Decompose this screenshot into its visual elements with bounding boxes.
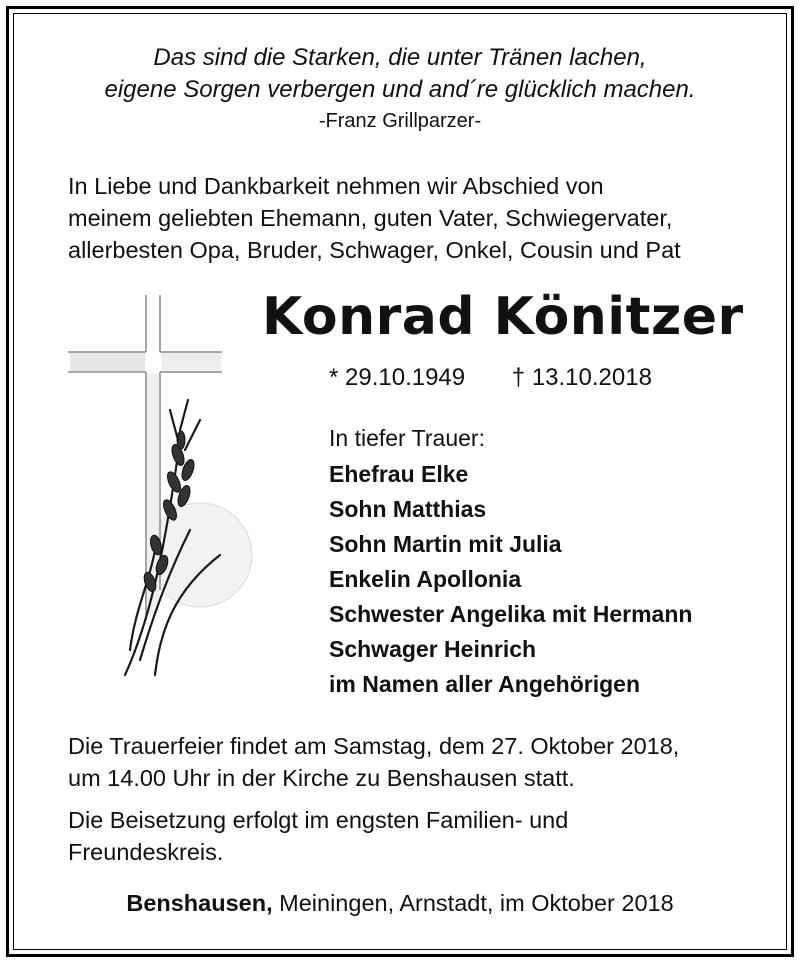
footer-place-rest: Meiningen, Arnstadt, im Oktober 2018 bbox=[272, 890, 674, 916]
mourner-item: Sohn Martin mit Julia bbox=[329, 531, 562, 557]
intro-line-3: allerbesten Opa, Bruder, Schwager, Onkel, Cousin und Pat bbox=[68, 237, 681, 263]
poem-quote bbox=[0, 42, 800, 136]
burial-text bbox=[68, 804, 768, 868]
life-dates bbox=[329, 364, 652, 392]
mourner-item: Ehefrau Elke bbox=[329, 461, 469, 487]
quote-author: -Franz Grillparzer- bbox=[318, 110, 482, 132]
service-line-1: Die Trauerfeier findet am Samstag, dem 27. Oktober 2018, bbox=[68, 733, 680, 759]
mourning-label: In tiefer Trauer: bbox=[329, 425, 485, 451]
quote-line-2: eigene Sorgen verbergen und and´re glücklich machen. bbox=[104, 76, 696, 103]
intro-text bbox=[68, 170, 758, 266]
intro-line-1: In Liebe und Dankbarkeit nehmen wir Abschied von bbox=[68, 173, 604, 199]
funeral-service-text bbox=[68, 730, 768, 794]
intro-line-2: meinem geliebten Ehemann, guten Vater, Schwiegervater, bbox=[68, 205, 673, 231]
mourners-list bbox=[329, 457, 692, 702]
footer-place-bold: Benshausen, bbox=[126, 890, 273, 916]
service-line-2: um 14.00 Uhr in der Kirche zu Benshausen statt. bbox=[68, 765, 575, 791]
burial-line-1: Die Beisetzung erfolgt im engsten Familien- und bbox=[68, 807, 569, 833]
birth-date: * 29.10.1949 bbox=[329, 364, 466, 391]
mourner-item: Sohn Matthias bbox=[329, 496, 487, 522]
death-date: † 13.10.2018 bbox=[511, 364, 652, 391]
footer-places bbox=[0, 890, 800, 917]
mourner-item: Enkelin Apollonia bbox=[329, 566, 522, 592]
mourner-item: Schwager Heinrich bbox=[329, 636, 537, 662]
burial-line-2: Freundeskreis. bbox=[68, 839, 224, 865]
quote-line-1: Das sind die Starken, die unter Tränen lachen, bbox=[153, 44, 647, 71]
deceased-name: Konrad Könitzer bbox=[262, 287, 744, 347]
cross-wheat-illustration bbox=[60, 290, 260, 690]
mourner-item: Schwester Angelika mit Hermann bbox=[329, 601, 693, 627]
mourner-item: im Namen aller Angehörigen bbox=[329, 671, 640, 697]
